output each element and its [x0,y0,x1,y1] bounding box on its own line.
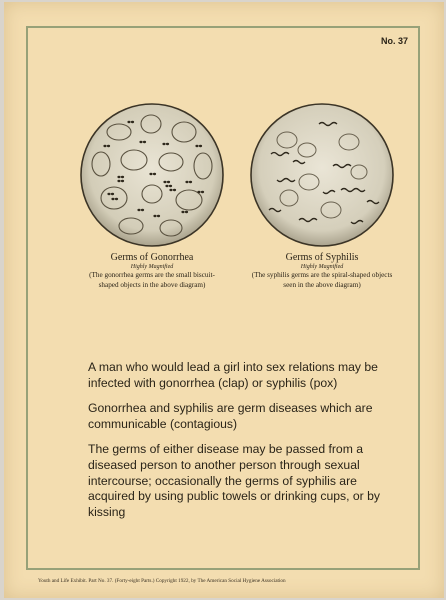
gonorrhea-micrograph [79,102,225,248]
plate-number: No. 37 [380,36,408,46]
figure-subtitle: Highly Magnified [130,264,174,270]
poster-frame [26,26,420,584]
figure-subtitle: Highly Magnified [300,264,344,270]
paragraph: Gonorrhea and syphilis are germ diseases which are communicable (contagious) [88,401,373,431]
paragraph: A man who would lead a girl into sex relations may be infected with gonorrhea (clap) or syphilis (pox) [88,360,378,390]
figure-caption-line2: seen in the above diagram) [283,281,361,289]
figure-title: Germs of Gonorrhea [110,252,194,263]
figure-caption-line1: (The gonorrhea germs are the small biscuit- [89,271,215,279]
syphilis-micrograph [249,102,395,248]
paragraph: The germs of either disease may be passed from a diseased person to another person through sexual intercourse; occasionally the germs of syphilis are acquired by using public towels or drinking cups, or by kissing [88,442,380,519]
footer-copyright: Youth and Life Exhibit. Part No. 37. (Forty-eight Parts.) Copyright 1922, by The American Social Hygiene Association [38,578,286,584]
body-text [88,360,402,530]
figure-syphilis [232,102,412,290]
figure-gonorrhea [62,102,242,290]
figure-title: Germs of Syphilis [285,252,359,263]
figure-caption-line2: shaped objects in the above diagram) [98,281,206,289]
figure-caption-line1: (The syphilis germs are the spiral-shaped objects [251,271,393,279]
poster-sheet [4,2,444,598]
